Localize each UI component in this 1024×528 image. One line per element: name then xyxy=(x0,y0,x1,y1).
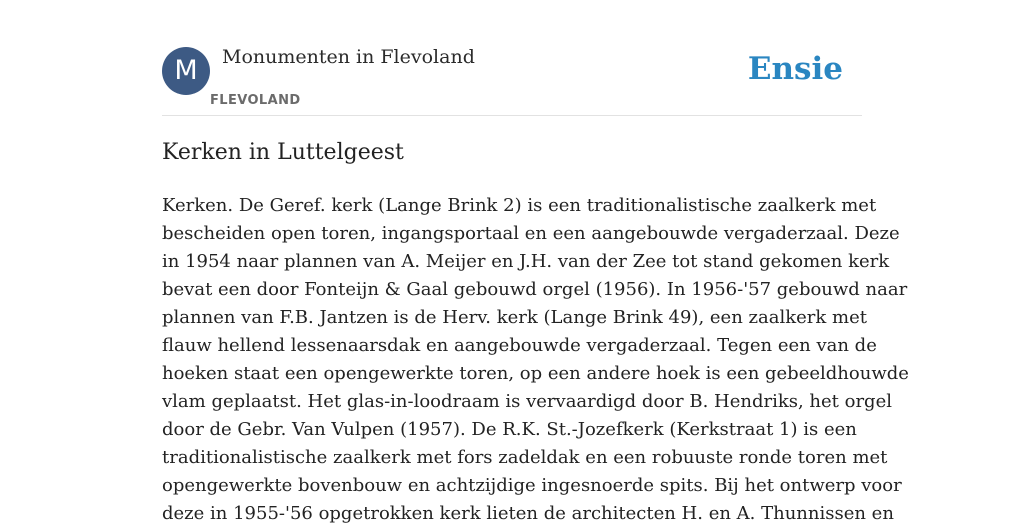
header-divider xyxy=(162,115,862,116)
article-body xyxy=(162,192,909,528)
brand-logo[interactable]: Ensie xyxy=(747,51,843,87)
article-body-line: plannen van F.B. Jantzen is de Herv. kerk (Lange Brink 49), een zaalkerk met xyxy=(162,307,867,328)
article-body-line: hoeken staat een opengewerkte toren, op een andere hoek is een gebeeldhouwde xyxy=(162,363,909,384)
article-body-line: door de Gebr. Van Vulpen (1957). De R.K. St.-Jozefkerk (Kerkstraat 1) is een xyxy=(162,419,857,440)
article-body-line: flauw hellend lessenaarsdak en aangebouwde vergaderzaal. Tegen een van de xyxy=(162,335,877,356)
article-body-line: in 1954 naar plannen van A. Meijer en J.H. van der Zee tot stand gekomen kerk xyxy=(162,251,890,272)
article-body-line: deze in 1955-'56 opgetrokken kerk lieten de architecten H. en A. Thunnissen en xyxy=(162,503,894,524)
article-body-line: vlam geplaatst. Het glas-in-loodraam is vervaardigd door B. Hendriks, het orgel xyxy=(162,391,892,412)
avatar[interactable]: M xyxy=(162,47,210,95)
article-body-line: traditionalistische zaalkerk met fors zadeldak en een robuuste ronde toren met xyxy=(162,447,888,468)
article-body-line: opengewerkte bovenbouw en achtzijdige ingesnoerde spits. Bij het ontwerp voor xyxy=(162,475,902,496)
article-title: Kerken in Luttelgeest xyxy=(162,140,404,165)
article-body-line: bevat een door Fonteijn & Gaal gebouwd orgel (1956). In 1956-'57 gebouwd naar xyxy=(162,279,908,300)
article-body-line: Kerken. De Geref. kerk (Lange Brink 2) is een traditionalistische zaalkerk met xyxy=(162,195,877,216)
header xyxy=(162,46,862,116)
source-title[interactable]: Monumenten in Flevoland xyxy=(222,46,475,68)
source-subtitle[interactable]: FLEVOLAND xyxy=(210,93,301,108)
article-body-line: bescheiden open toren, ingangsportaal en een aangebouwde vergaderzaal. Deze xyxy=(162,223,900,244)
